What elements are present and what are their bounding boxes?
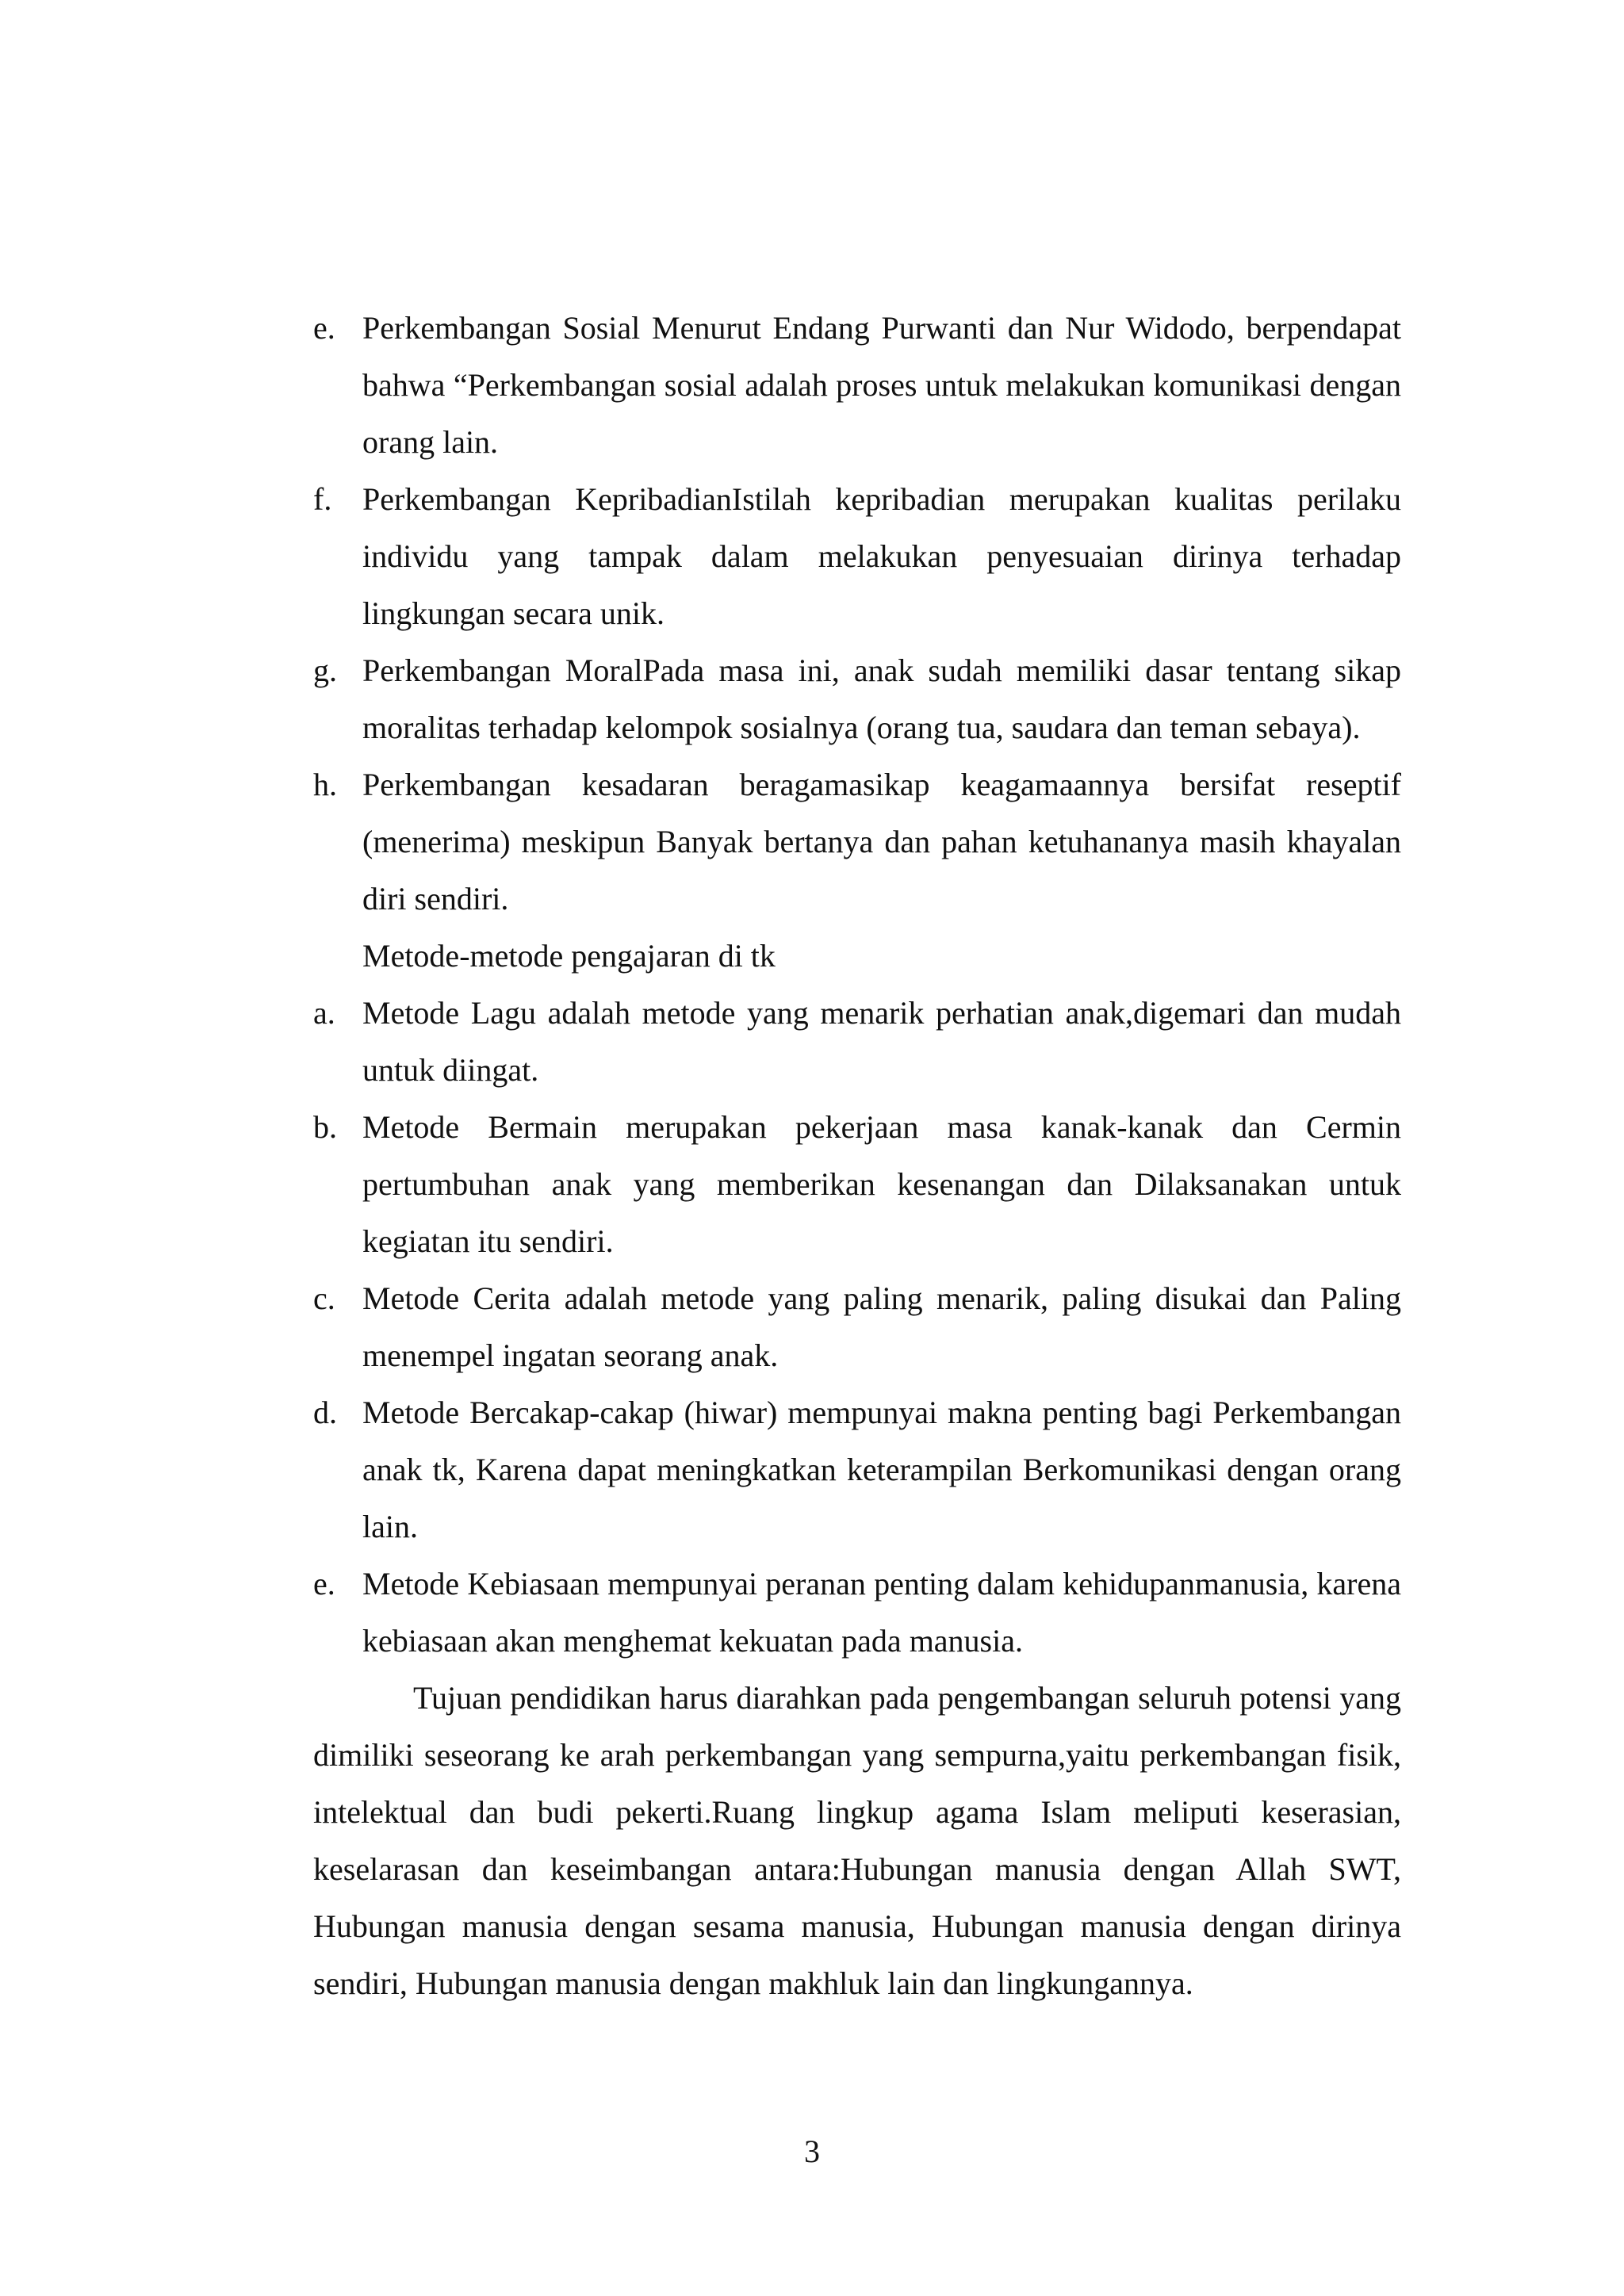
list-item-method-conversation (313, 1384, 1401, 1556)
page-number: 3 (804, 2133, 820, 2169)
list-marker: h. (313, 767, 337, 802)
list-item-text: Metode Kebiasaan mempunyai peranan penting dalam kehidupanmanusia, karena kebiasaan akan menghemat kekuatan pada manusia. (362, 1566, 1401, 1659)
list-item-text: Metode Cerita adalah metode yang paling menarik, paling disukai dan Paling menempel ingatan seorang anak. (362, 1280, 1401, 1373)
list-item-method-play (313, 1099, 1401, 1270)
list-item-development-personality (313, 471, 1401, 642)
list-marker: b. (313, 1109, 337, 1145)
list-item-method-habit (313, 1556, 1401, 1670)
list-marker: d. (313, 1395, 337, 1430)
list-marker: g. (313, 652, 337, 688)
page-body (313, 300, 1401, 2012)
list-marker: f. (313, 481, 332, 517)
list-item-text: Perkembangan Sosial Menurut Endang Purwanti dan Nur Widodo, berpendapat bahwa “Perkembangan sosial adalah proses untuk melakukan komunikasi dengan orang lain. (362, 310, 1401, 460)
list-item-method-song (313, 985, 1401, 1099)
list-marker: c. (313, 1280, 335, 1316)
list-item-text: Perkembangan KepribadianIstilah kepribadian merupakan kualitas perilaku individu yang tampak dalam melakukan penyesuaian dirinya terhadap lingkungan secara unik. (362, 481, 1401, 631)
list-item-text: Metode Lagu adalah metode yang menarik perhatian anak,digemari dan mudah untuk diingat. (362, 995, 1401, 1088)
section-heading: Metode-metode pengajaran di tk (362, 938, 776, 974)
body-paragraph: Tujuan pendidikan harus diarahkan pada pengembangan seluruh potensi yang dimiliki seseorang ke arah perkembangan yang sempurna,yaitu perkembangan fisik, intelektual dan budi pekerti.Ruang lingkup agama Islam meliputi keserasian, keselarasan dan keseimbangan antara:Hubungan manusia dengan Allah SWT, Hubungan manusia dengan sesama manusia, Hubungan manusia dengan dirinya sendiri, Hubungan manusia dengan makhluk lain dan lingkungannya. (313, 1680, 1401, 2001)
list-marker: e. (313, 1566, 335, 1601)
list-item-development-social (313, 300, 1401, 471)
list-marker: e. (313, 310, 335, 346)
list-marker: a. (313, 995, 335, 1031)
list-item-development-religious (313, 756, 1401, 928)
list-item-text: Metode Bermain merupakan pekerjaan masa kanak-kanak dan Cermin pertumbuhan anak yang memberikan kesenangan dan Dilaksanakan untuk kegiatan itu sendiri. (362, 1109, 1401, 1259)
list-item-method-story (313, 1270, 1401, 1384)
list-item-text: Perkembangan kesadaran beragamasikap keagamaannya bersifat reseptif (menerima) meskipun Banyak bertanya dan pahan ketuhananya masih khayalan diri sendiri. (362, 767, 1401, 916)
list-item-development-moral (313, 642, 1401, 756)
list-item-text: Perkembangan MoralPada masa ini, anak sudah memiliki dasar tentang sikap moralitas terhadap kelompok sosialnya (orang tua, saudara dan teman sebaya). (362, 652, 1401, 745)
list-item-text: Metode Bercakap-cakap (hiwar) mempunyai makna penting bagi Perkembangan anak tk, Karena dapat meningkatkan keterampilan Berkomunikasi dengan orang lain. (362, 1395, 1401, 1544)
